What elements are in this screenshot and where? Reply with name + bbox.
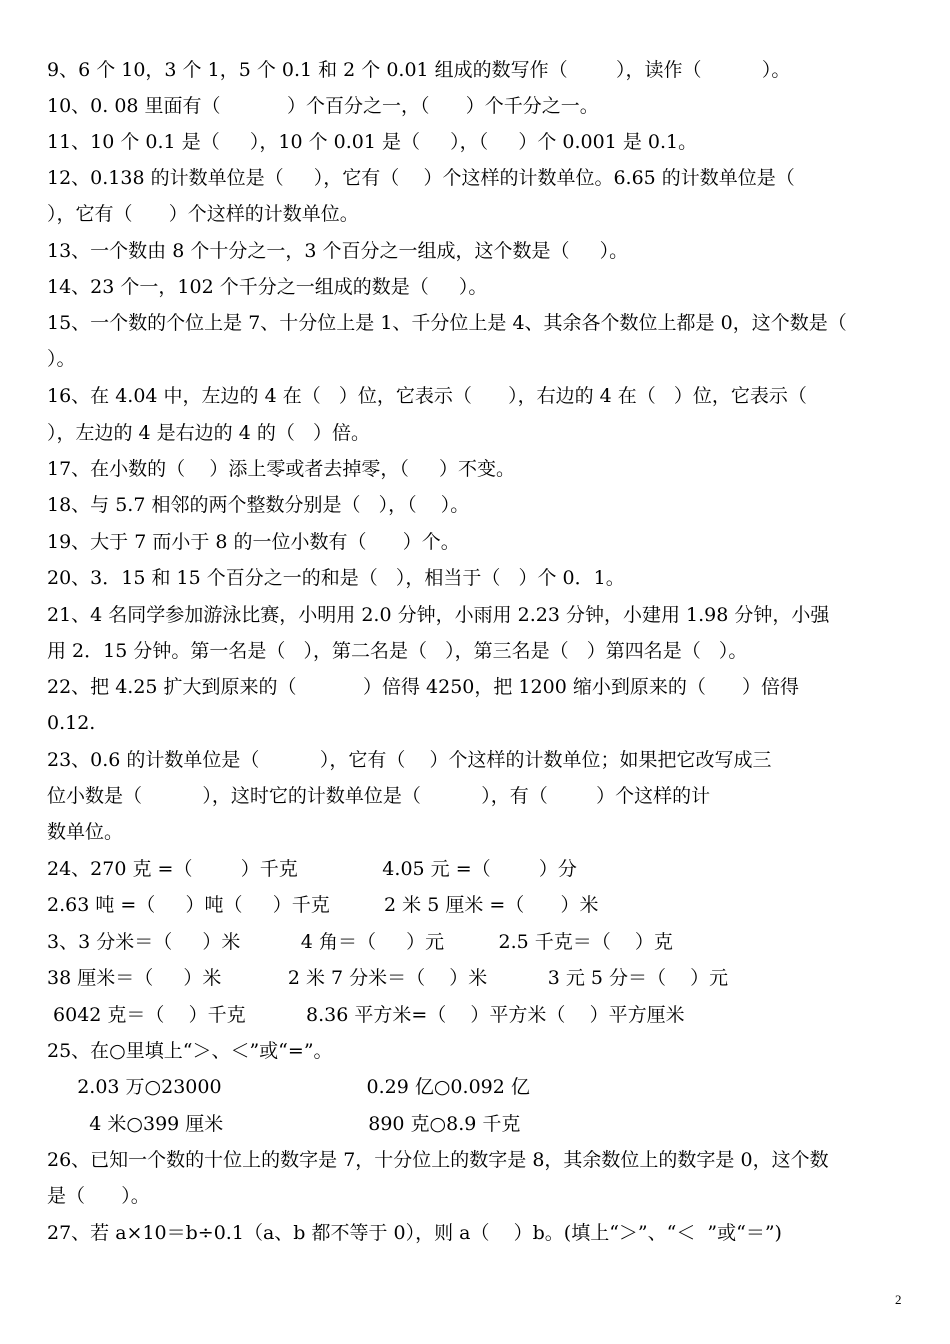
text-line: 21、4 名同学参加游泳比赛，小明用 2.0 分钟，小雨用 2.23 分钟，小建用 1.98 分钟，小强	[47, 604, 830, 626]
text-line: 3、3 分米＝（ ）米 4 角＝（ ）元 2.5 千克＝（ ）克	[47, 931, 673, 953]
text-line: 25、在○里填上“＞、＜”或“=”。	[47, 1040, 333, 1062]
text-line: 12、0.138 的计数单位是（ ），它有（ ）个这样的计数单位。6.65 的计数单位是（	[47, 167, 795, 189]
text-line: ），左边的 4 是右边的 4 的（ ）倍。	[47, 422, 370, 444]
text-line: 数单位。	[47, 821, 124, 843]
text-line: 23、0.6 的计数单位是（ ），它有（ ）个这样的计数单位；如果把它改写成三	[47, 749, 772, 771]
text-line: 11、10 个 0.1 是（ ），10 个 0.01 是（ ），（ ）个 0.001 是 0.1。	[47, 131, 698, 153]
text-line: 13、一个数由 8 个十分之一，3 个百分之一组成，这个数是（ ）。	[47, 240, 629, 262]
text-line: 27、若 a×10＝b÷0.1（a、b 都不等于 0），则 a（ ）b。(填上“＞”、“＜ ”或“＝”)	[47, 1222, 782, 1244]
text-line: 位小数是（ ），这时它的计数单位是（ ），有（ ）个这样的计	[47, 785, 711, 807]
text-line: 4 米○399 厘米 890 克○8.9 千克	[47, 1113, 521, 1135]
text-line: 26、已知一个数的十位上的数字是 7，十分位上的数字是 8，其余数位上的数字是 0，这个数	[47, 1149, 829, 1171]
text-line: 20、3．15 和 15 个百分之一的和是（ ），相当于（ ）个 0．1。	[47, 567, 625, 589]
text-line: 24、270 克 =（ ）千克 4.05 元 =（ ）分	[47, 858, 577, 880]
text-line: ），它有（ ）个这样的计数单位。	[47, 203, 359, 225]
text-line: 9、6 个 10，3 个 1，5 个 0.1 和 2 个 0.01 组成的数写作（ ），读作（ ）。	[47, 59, 791, 81]
text-line: ）。	[47, 348, 76, 370]
text-line: 0.12.	[47, 712, 96, 734]
text-line: 10、0. 08 里面有（ ）个百分之一，（ ）个千分之一。	[47, 95, 599, 117]
text-line: 17、在小数的（ ）添上零或者去掉零，（ ）不变。	[47, 458, 516, 480]
text-line: 2.03 万○23000 0.29 亿○0.092 亿	[47, 1076, 530, 1098]
text-line: 18、与 5.7 相邻的两个整数分别是（ ），（ ）。	[47, 494, 470, 516]
text-line: 是（ ）。	[47, 1185, 150, 1207]
text-line: 6042 克＝（ ）千克 8.36 平方米=（ ）平方米（ ）平方厘米	[47, 1004, 685, 1026]
text-line: 16、在 4.04 中，左边的 4 在（ ）位，它表示（ ），右边的 4 在（ ）位，它表示（	[47, 385, 807, 407]
text-line: 22、把 4.25 扩大到原来的（ ）倍得 4250，把 1200 缩小到原来的（ ）倍得	[47, 676, 800, 698]
text-line: 15、一个数的个位上是 7、十分位上是 1、千分位上是 4、其余各个数位上都是 0，这个数是（	[47, 312, 847, 334]
page-number: 2	[895, 1292, 902, 1307]
text-line: 19、大于 7 而小于 8 的一位小数有（ ）个。	[47, 531, 460, 553]
text-line: 38 厘米＝（ ）米 2 米 7 分米＝（ ）米 3 元 5 分＝（ ）元	[47, 967, 729, 989]
text-line: 14、23 个一，102 个千分之一组成的数是（ ）。	[47, 276, 488, 298]
text-line: 用 2．15 分钟。第一名是（ ），第二名是（ ），第三名是（ ）第四名是（ ）。	[47, 640, 748, 662]
text-line: 2.63 吨 =（ ）吨（ ）千克 2 米 5 厘米 =（ ）米	[47, 894, 599, 916]
